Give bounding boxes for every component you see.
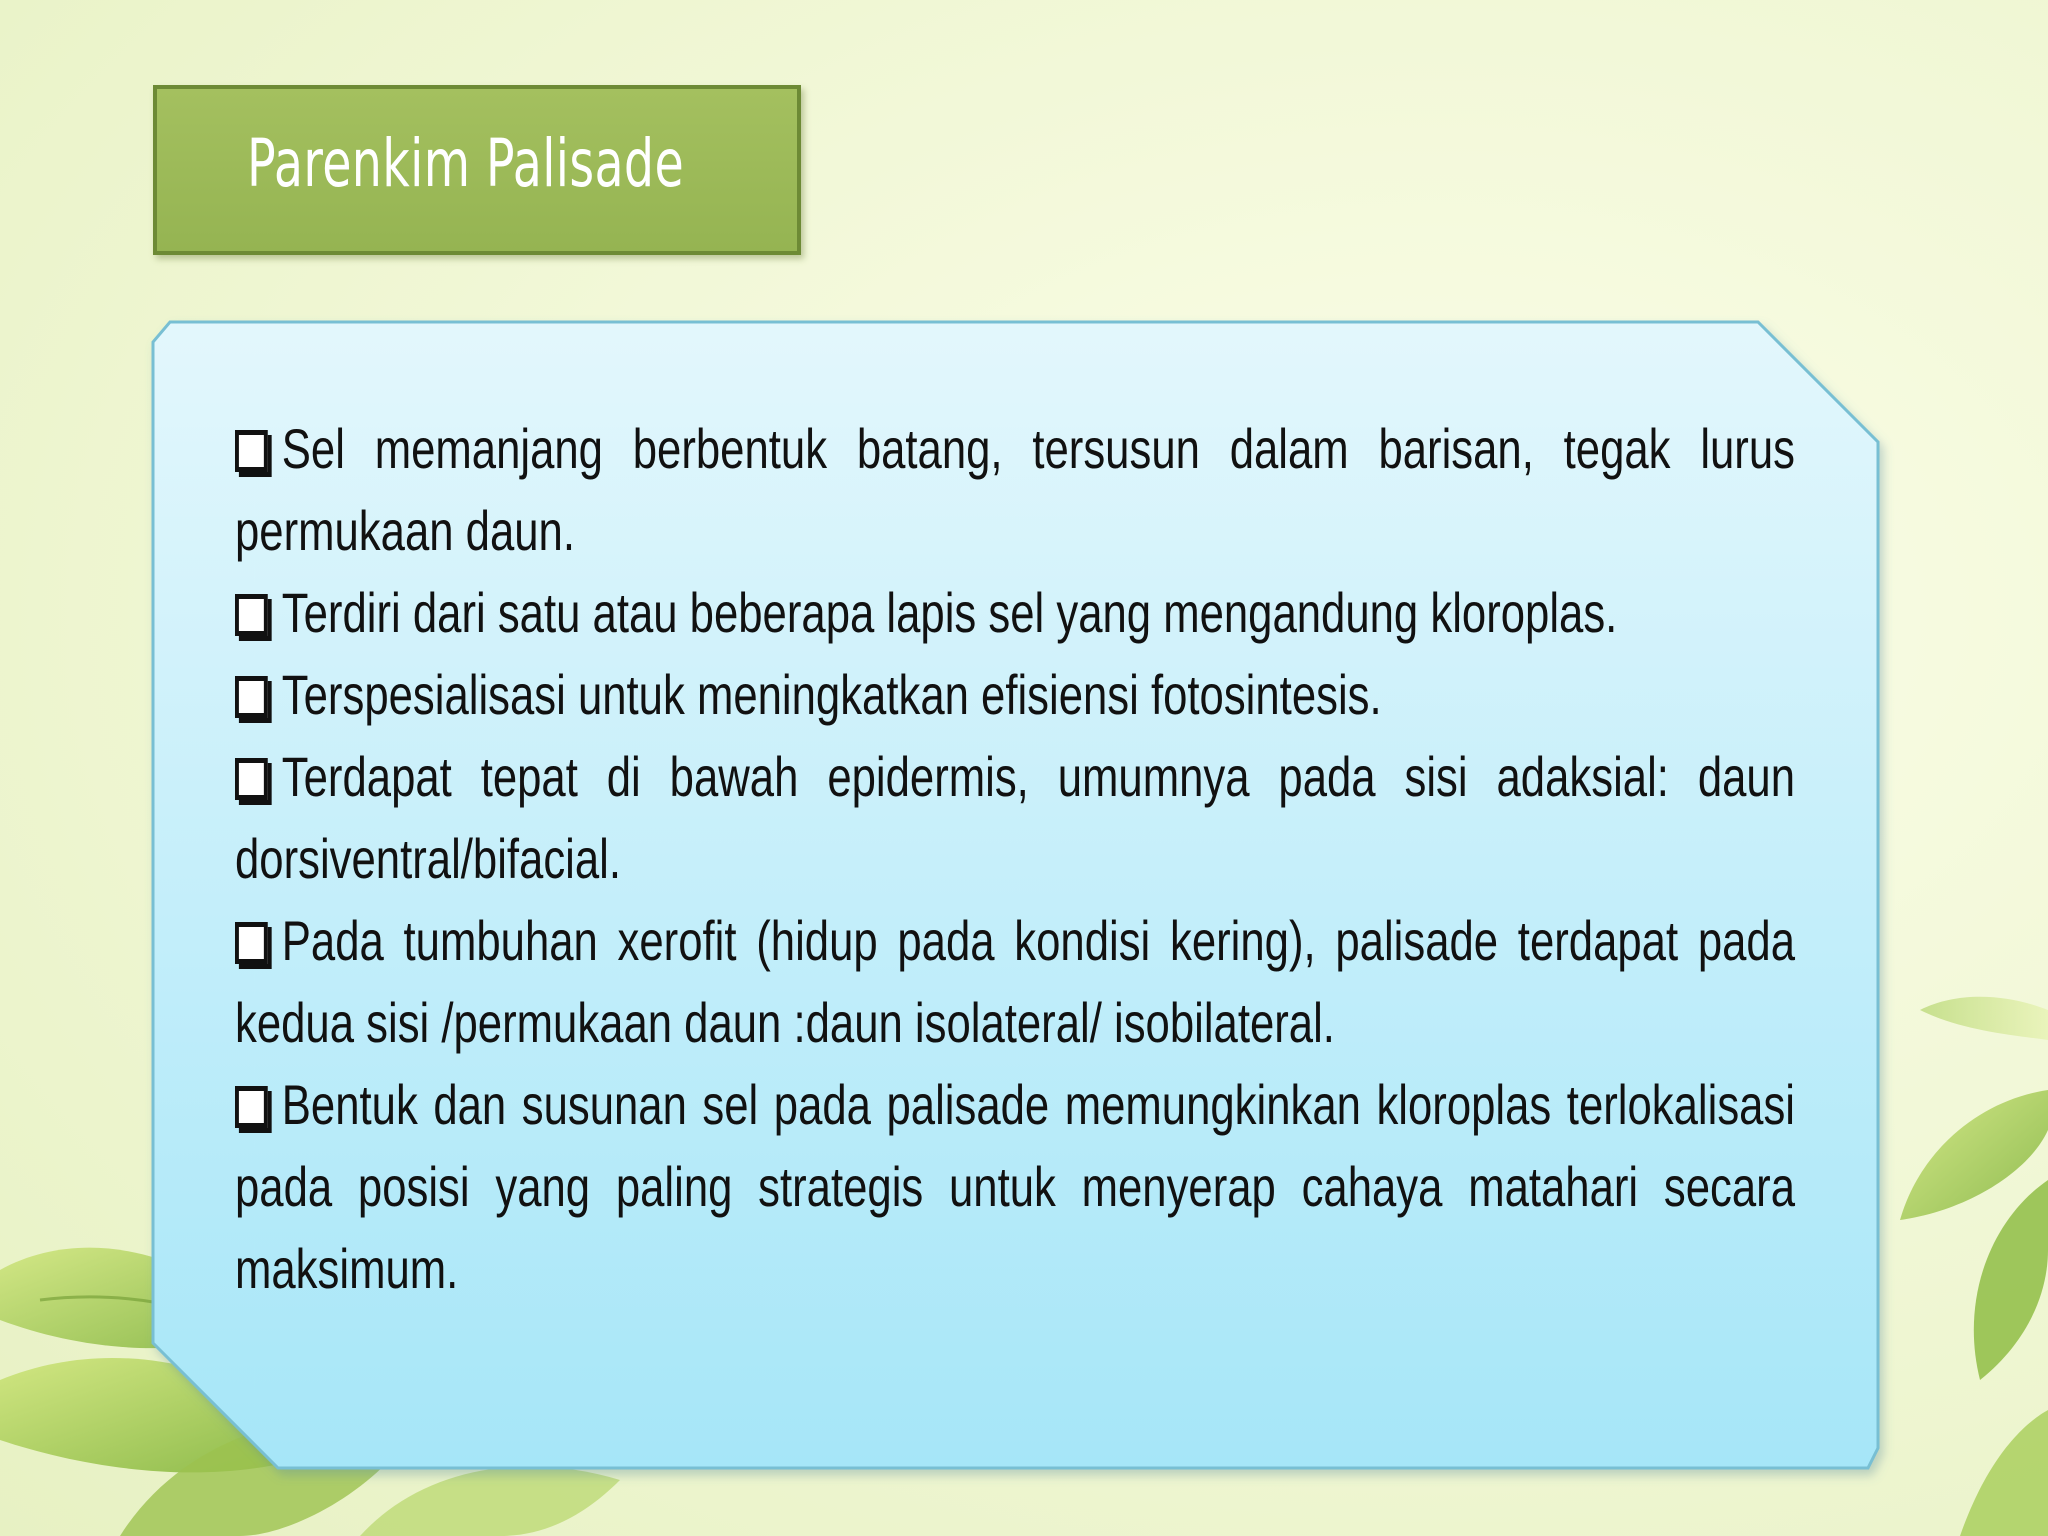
square-checkbox-icon	[235, 430, 268, 472]
bullet-item	[235, 654, 1795, 736]
bullet-text: Terdiri dari satu atau beberapa lapis sel yang mengandung kloroplas.	[281, 581, 1618, 644]
bullet-item	[235, 1064, 1795, 1310]
square-checkbox-icon	[235, 1086, 268, 1128]
bullet-item	[235, 572, 1795, 654]
square-checkbox-icon	[235, 922, 268, 964]
title-banner	[153, 85, 801, 255]
bullet-text: Bentuk dan susunan sel pada palisade memungkinkan kloroplas terlokalisasi pada posisi yang paling strategis untuk menyerap cahaya matahari secara maksimum.	[235, 1073, 1795, 1300]
square-checkbox-icon	[235, 758, 268, 800]
bullet-item	[235, 736, 1795, 900]
bullet-text: Terspesialisasi untuk meningkatkan efisiensi fotosintesis.	[281, 663, 1382, 726]
bullet-list	[235, 408, 1795, 1310]
bullet-text: Terdapat tepat di bawah epidermis, umumnya pada sisi adaksial: daun dorsiventral/bifacial.	[235, 745, 1795, 890]
square-checkbox-icon	[235, 676, 268, 718]
slide-title: Parenkim Palisade	[247, 125, 685, 202]
bullet-item	[235, 408, 1795, 572]
bullet-text: Sel memanjang berbentuk batang, tersusun dalam barisan, tegak lurus permukaan daun.	[235, 417, 1795, 562]
bullet-text: Pada tumbuhan xerofit (hidup pada kondisi kering), palisade terdapat pada kedua sisi /permukaan daun :daun isolateral/ isobilateral.	[235, 909, 1795, 1054]
square-checkbox-icon	[235, 594, 268, 636]
bullet-item	[235, 900, 1795, 1064]
